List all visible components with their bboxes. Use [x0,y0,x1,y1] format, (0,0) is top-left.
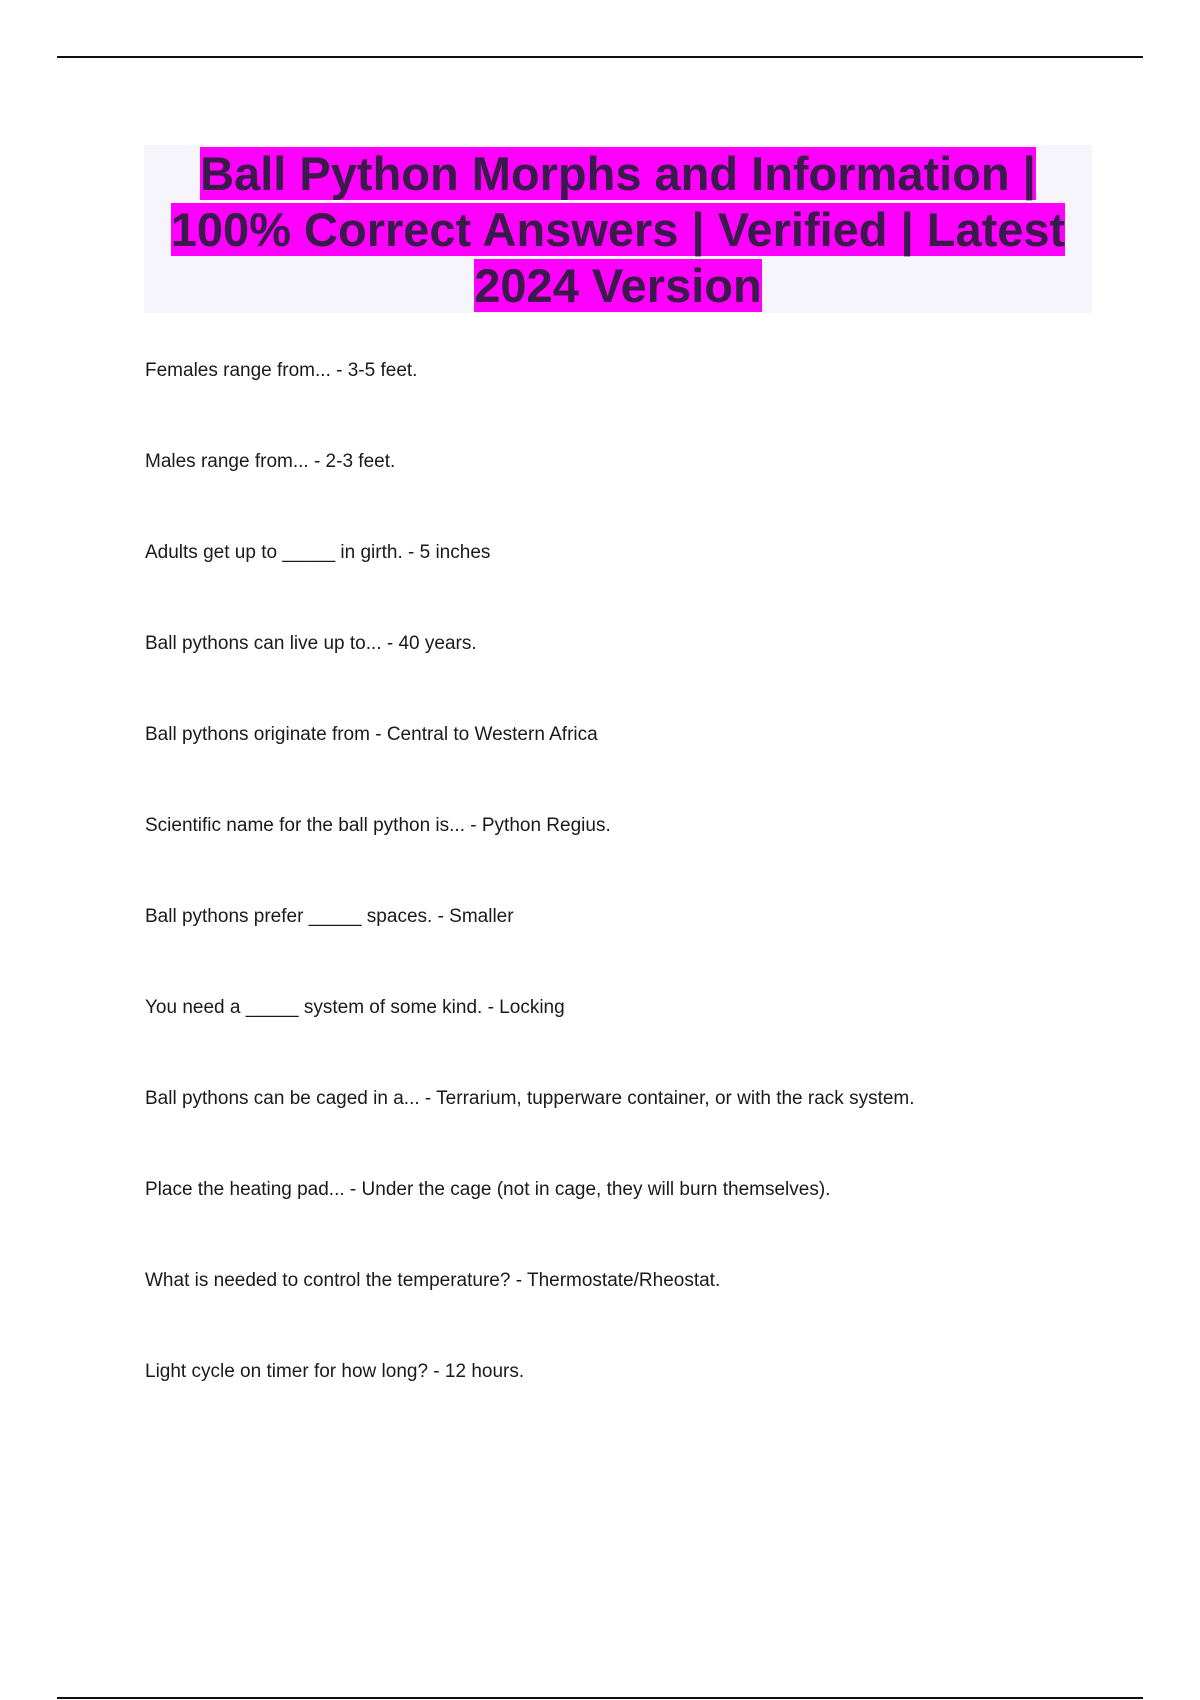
title-banner [144,145,1092,313]
qa-item-scientific-name: Scientific name for the ball python is... - Python Regius. [145,815,611,836]
qa-item-space-preference: Ball pythons prefer _____ spaces. - Smaller [145,906,514,927]
qa-item-girth: Adults get up to _____ in girth. - 5 inches [145,542,491,563]
footer-rule [57,1697,1143,1699]
qa-item-females-length: Females range from... - 3-5 feet. [145,360,418,381]
qa-item-origin: Ball pythons originate from - Central to Western Africa [145,724,598,745]
qa-item-males-length: Males range from... - 2-3 feet. [145,451,396,472]
qa-item-temperature-control: What is needed to control the temperature? - Thermostate/Rheostat. [145,1270,721,1291]
qa-list [145,357,1145,1449]
qa-item-lifespan: Ball pythons can live up to... - 40 years. [145,633,477,654]
qa-item-heating-pad: Place the heating pad... - Under the cage (not in cage, they will burn themselves). [145,1179,831,1200]
qa-item-caging: Ball pythons can be caged in a... - Terrarium, tupperware container, or with the rack system. [145,1088,915,1109]
qa-item-locking-system: You need a _____ system of some kind. - Locking [145,997,565,1018]
qa-item-light-cycle: Light cycle on timer for how long? - 12 hours. [145,1361,525,1382]
document-title: Ball Python Morphs and Information | 100% Correct Answers | Verified | Latest 2024 Version [170,147,1066,312]
header-rule [57,56,1143,58]
